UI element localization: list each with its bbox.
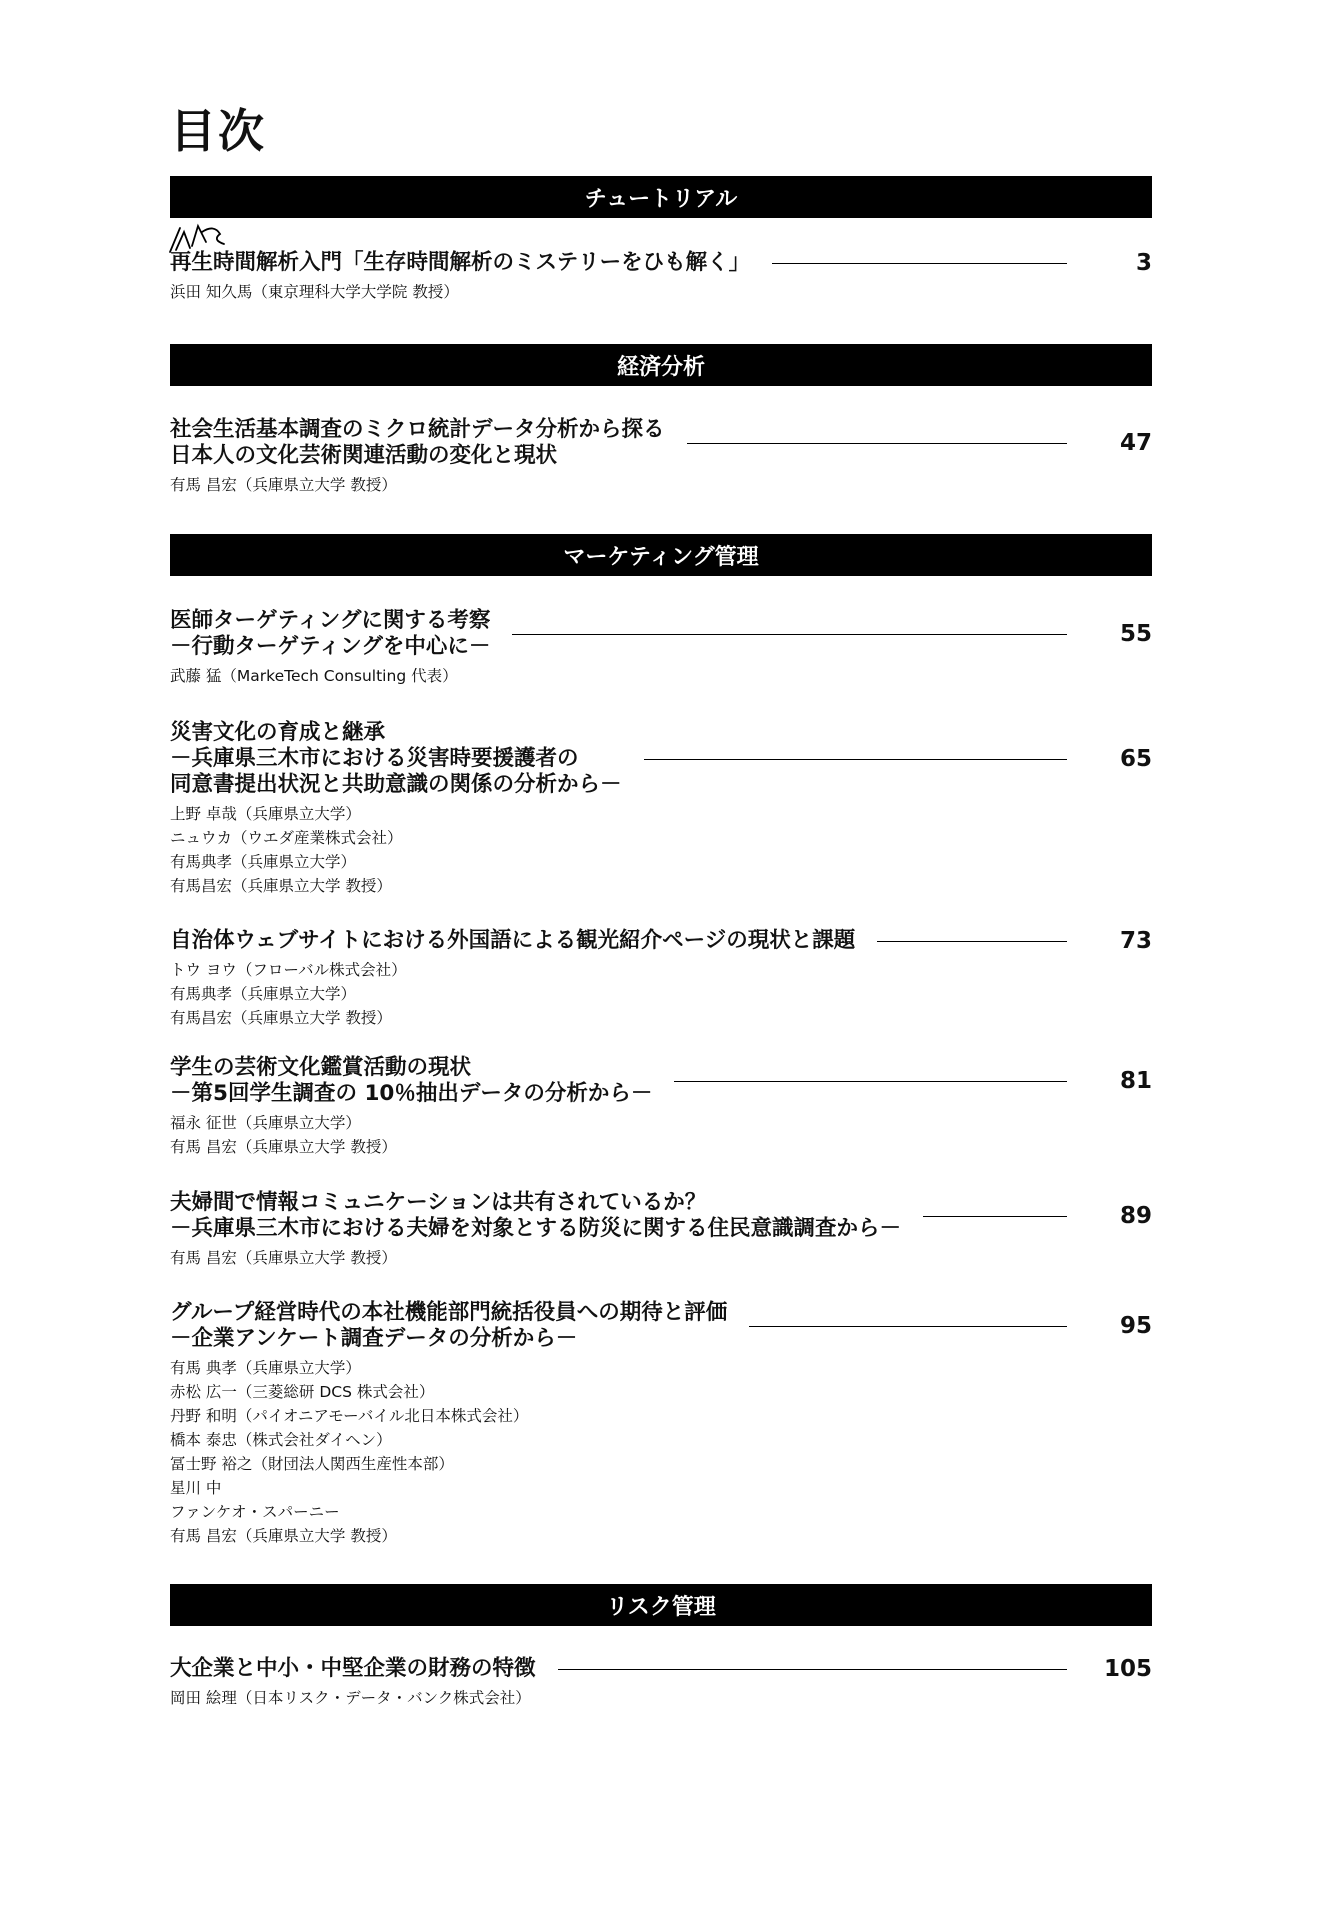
leader-line xyxy=(674,1081,1067,1082)
author: 有馬典孝（兵庫県立大学） xyxy=(170,985,357,1003)
toc-entry[interactable] xyxy=(170,250,1152,304)
author: 赤松 広一（三菱総研 DCS 株式会社） xyxy=(170,1383,435,1401)
author: 上野 卓哉（兵庫県立大学） xyxy=(170,805,361,823)
author-list xyxy=(170,802,1152,898)
page-number: 65 xyxy=(1119,746,1152,772)
toc-entry[interactable] xyxy=(170,928,1152,1030)
author: 有馬 昌宏（兵庫県立大学 教授） xyxy=(170,1527,397,1545)
section-heading-label: マーケティング管理 xyxy=(563,544,759,570)
section-heading-risk-management xyxy=(170,1584,1152,1626)
leader-line xyxy=(923,1216,1067,1217)
page-number: 105 xyxy=(1103,1656,1152,1682)
author: 橋本 泰忠（株式会社ダイヘン） xyxy=(170,1431,392,1449)
entry-title: 医師ターゲティングに関する考察 －行動ターゲティングを中心に－ xyxy=(170,608,491,659)
toc-entry[interactable] xyxy=(170,1055,1152,1159)
page-number: 89 xyxy=(1119,1203,1152,1229)
entry-title: 学生の芸術文化鑑賞活動の現状 －第5回学生調査の 10％抽出データの分析から－ xyxy=(170,1055,653,1106)
author: 福永 征世（兵庫県立大学） xyxy=(170,1114,361,1132)
leader-line xyxy=(877,941,1067,942)
author-list xyxy=(170,1686,1152,1710)
leader-line xyxy=(644,759,1067,760)
entry-title: 再生時間解析入門「生存時間解析のミステリーをひも解く」 xyxy=(170,250,751,275)
toc-entry[interactable] xyxy=(170,1656,1152,1710)
page-number: 3 xyxy=(1135,250,1152,276)
author-list xyxy=(170,280,1152,304)
toc-entry[interactable] xyxy=(170,1190,1152,1270)
author: 武藤 猛（MarkeTech Consulting 代表） xyxy=(170,667,458,685)
page-number: 73 xyxy=(1119,928,1152,954)
leader-line xyxy=(749,1326,1067,1327)
section-heading-label: リスク管理 xyxy=(606,1594,716,1620)
leader-line xyxy=(512,634,1067,635)
leader-line xyxy=(687,443,1067,444)
section-heading-marketing-management xyxy=(170,534,1152,576)
page-number: 55 xyxy=(1119,621,1152,647)
entry-title: 災害文化の育成と継承 －兵庫県三木市における災害時要援護者の 同意書提出状況と共助意識の関係の分析から－ xyxy=(170,720,622,797)
author: 有馬典孝（兵庫県立大学） xyxy=(170,853,357,871)
entry-title: 大企業と中小・中堅企業の財務の特徴 xyxy=(170,1656,536,1681)
toc-entry[interactable] xyxy=(170,608,1152,688)
author: 冨士野 裕之（財団法人関西生産性本部） xyxy=(170,1455,454,1473)
page-number: 95 xyxy=(1119,1313,1152,1339)
toc-entry[interactable] xyxy=(170,1300,1152,1548)
author: 浜田 知久馬（東京理科大学大学院 教授） xyxy=(170,283,459,301)
author-list xyxy=(170,664,1152,688)
page-number: 81 xyxy=(1119,1068,1152,1094)
author: 丹野 和明（パイオニアモーバイル北日本株式会社） xyxy=(170,1407,529,1425)
page-title: 目次 xyxy=(170,104,266,158)
author: 有馬昌宏（兵庫県立大学 教授） xyxy=(170,877,392,895)
author: 有馬 昌宏（兵庫県立大学 教授） xyxy=(170,476,397,494)
leader-line xyxy=(772,263,1067,264)
section-heading-tutorial xyxy=(170,176,1152,218)
author-list xyxy=(170,473,1152,497)
toc-entry[interactable] xyxy=(170,720,1152,898)
author: ファンケオ・スパーニー xyxy=(170,1503,340,1521)
section-heading-label: 経済分析 xyxy=(616,354,705,380)
author: 岡田 絵理（日本リスク・データ・バンク株式会社） xyxy=(170,1689,531,1707)
entry-title: 自治体ウェブサイトにおける外国語による観光紹介ページの現状と課題 xyxy=(170,928,856,953)
page-number: 47 xyxy=(1119,430,1152,456)
author: 有馬 典孝（兵庫県立大学） xyxy=(170,1359,361,1377)
author-list xyxy=(170,958,1152,1030)
toc-entry[interactable] xyxy=(170,417,1152,497)
leader-line xyxy=(558,1669,1067,1670)
entry-title: グループ経営時代の本社機能部門統括役員への期待と評価 －企業アンケート調査データの分析から－ xyxy=(170,1300,728,1351)
author: 星川 中 xyxy=(170,1479,222,1497)
section-heading-economic-analysis xyxy=(170,344,1152,386)
author-list xyxy=(170,1356,1152,1548)
author: トウ ヨウ（フローバル株式会社） xyxy=(170,961,407,979)
author: ニュウカ（ウエダ産業株式会社） xyxy=(170,829,403,847)
entry-title: 夫婦間で情報コミュニケーションは共有されているか？ －兵庫県三木市における夫婦を対象とする防災に関する住民意識調査から－ xyxy=(170,1190,902,1241)
author: 有馬 昌宏（兵庫県立大学 教授） xyxy=(170,1249,397,1267)
author: 有馬昌宏（兵庫県立大学 教授） xyxy=(170,1009,392,1027)
section-heading-label: チュートリアル xyxy=(584,186,738,212)
author: 有馬 昌宏（兵庫県立大学 教授） xyxy=(170,1138,397,1156)
author-list xyxy=(170,1111,1152,1159)
author-list xyxy=(170,1246,1152,1270)
entry-title: 社会生活基本調査のミクロ統計データ分析から探る 日本人の文化芸術関連活動の変化と現状 xyxy=(170,417,665,468)
